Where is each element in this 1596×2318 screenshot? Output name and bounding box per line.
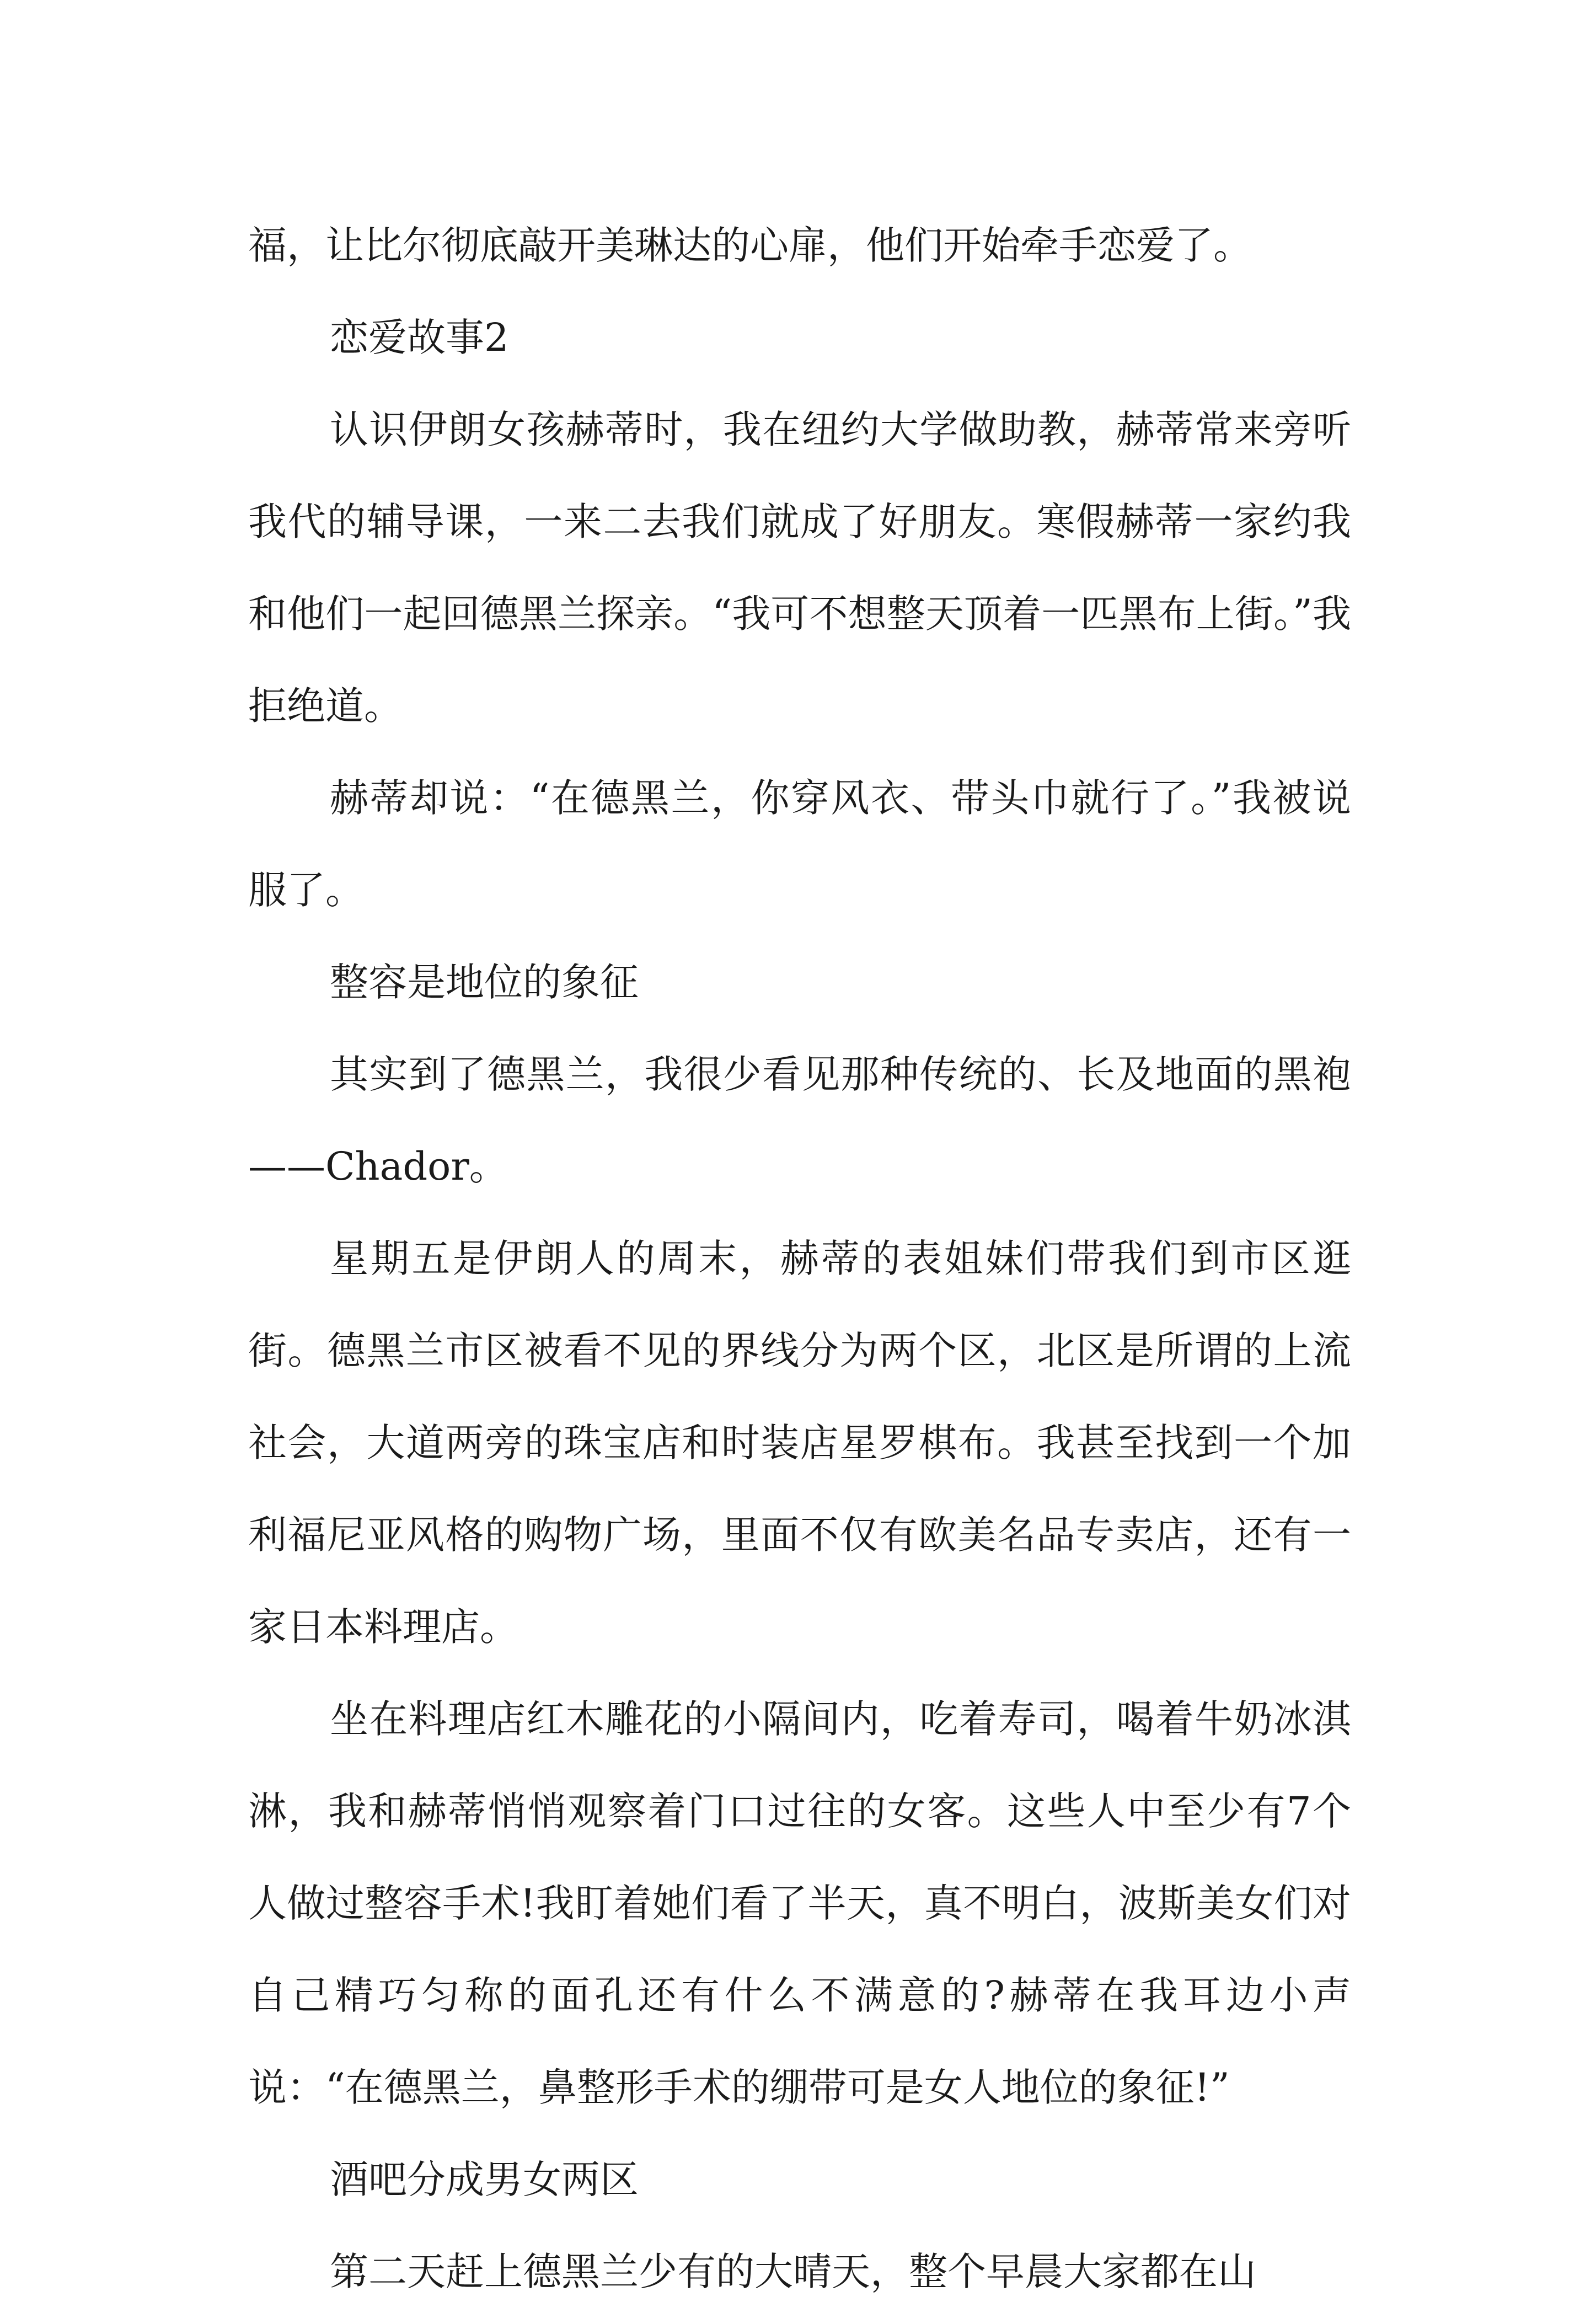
paragraph-convinced: 赫蒂却说：“在德黑兰，你穿风衣、带头巾就行了。”我被说服了。 xyxy=(248,775,1351,913)
paragraph-shopping: 星期五是伊朗人的周末，赫蒂的表姐妹们带我们到市区逛街。德黑兰市区被看不见的界线分为两个区，北区是所谓的上流社会，大道两旁的珠宝店和时装店星罗棋布。我甚至找到一个加利福尼亚风格的购物广场，里面不仅有欧美名品专卖店，还有一家日本料理店。 xyxy=(248,1236,1351,1650)
paragraph-continued: 福，让比尔彻底敲开美琳达的心扉，他们开始牵手恋爱了。 xyxy=(248,223,1252,268)
section-heading-story-2: 恋爱故事2 xyxy=(330,315,509,360)
document-page xyxy=(248,200,1351,2318)
paragraph-sunny-day: 第二天赶上德黑兰少有的大晴天，整个早晨大家都在山 xyxy=(330,2249,1256,2294)
section-heading-plastic-surgery: 整容是地位的象征 xyxy=(330,960,639,1005)
paragraph-meeting-hedi: 认识伊朗女孩赫蒂时，我在纽约大学做助教，赫蒂常来旁听我代的辅导课，一来二去我们就成了好朋友。寒假赫蒂一家约我和他们一起回德黑兰探亲。“我可不想整天顶着一匹黑布上街。”我拒绝道。 xyxy=(248,407,1351,729)
paragraph-restaurant: 坐在料理店红木雕花的小隔间内，吃着寿司，喝着牛奶冰淇淋，我和赫蒂悄悄观察着门口过往的女客。这些人中至少有7个人做过整容手术!我盯着她们看了半天，真不明白，波斯美女们对自己精巧匀称的面孔还有什么不满意的?赫蒂在我耳边小声说：“在德黑兰，鼻整形手术的绷带可是女人地位的象征!” xyxy=(248,1696,1351,2110)
section-heading-bar: 酒吧分成男女两区 xyxy=(330,2157,639,2202)
paragraph-chador: 其实到了德黑兰，我很少看见那种传统的、长及地面的黑袍——Chador。 xyxy=(248,1052,1351,1189)
